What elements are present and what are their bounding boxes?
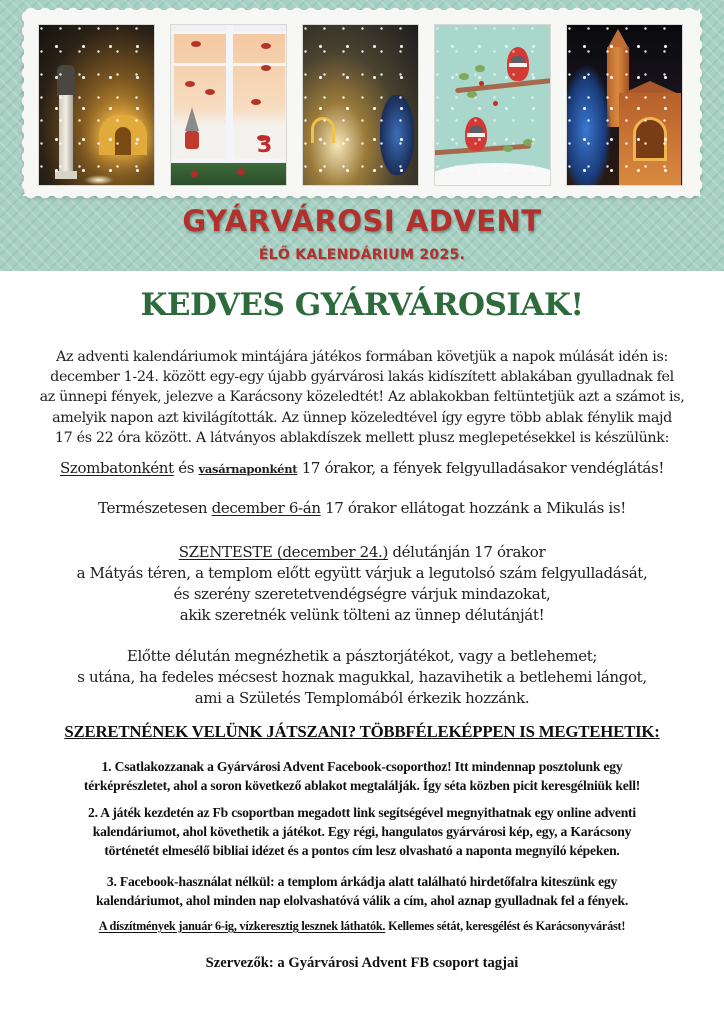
- mikulas-line: [0, 498, 724, 518]
- szenteste-line: [0, 542, 724, 563]
- szenteste-line: a Mátyás téren, a templom előtt együtt várjuk a legutolsó szám felgyulladását,: [76, 564, 648, 582]
- scalloped-photo-frame: [24, 10, 700, 196]
- intro-line: Az adventi kalendáriumok mintájára játékos formában követjük a napok múlását idén is:: [56, 349, 668, 365]
- option-line: térképrészletet, ahol a soron következő ablakot megtalálják. Így séta közben picit keresgélniük kell!: [83, 778, 641, 793]
- szenteste-line: és szerény szeretetvendégségre várjuk mindazokat,: [173, 585, 551, 603]
- mikulas-date: december 6-án: [211, 499, 321, 517]
- option-item-1: [0, 757, 724, 795]
- header-banner: [0, 0, 724, 271]
- advent-title: GYÁRVÁROSI ADVENT: [182, 204, 542, 238]
- and-text: és: [173, 459, 199, 477]
- organizers-signature: Szervezők: a Gyárvárosi Advent FB csoport tagjai: [205, 955, 519, 971]
- option-line: 1. Csatlakozzanak a Gyárvárosi Advent Facebook-csoporthoz! Itt mindennap posztolunk egy: [101, 759, 623, 774]
- sundays-text: vasárnaponként: [198, 462, 298, 476]
- nativity-line: ami a Születés Templomából érkezik hozzánk.: [194, 689, 530, 707]
- szenteste-paragraph: [0, 542, 724, 626]
- intro-line: 17 és 22 óra között. A látványos ablakdíszek mellett plusz meglepetésekkel is készülünk:: [54, 429, 670, 446]
- bullfinch-icon: [205, 89, 215, 95]
- bullfinch-icon: [251, 99, 261, 105]
- bullfinch-icon: [261, 65, 271, 71]
- bullfinch-icon: [261, 43, 271, 49]
- szenteste-line: akik szeretnék velünk tölteni az ünnep délutánját!: [179, 606, 545, 624]
- window-mullion: [226, 25, 233, 165]
- option-item-2: [0, 803, 724, 860]
- nativity-line: s utána, ha fedeles mécsest hoznak magukkal, hazavihetik a betlehemi lángot,: [77, 668, 647, 686]
- frame-scallop-bottom: [24, 192, 700, 202]
- intro-line: az ünnepi fények, jelezve a Karácsony közeledtét! Az ablakokban feltüntetjük azt a számot is,: [39, 389, 685, 406]
- weekend-hospitality-line: [0, 458, 724, 479]
- nativity-line: Előtte délután megnézhetik a pásztorjátékot, vagy a betlehemet;: [126, 647, 598, 665]
- szenteste-line1-rest: délutánján 17 órakor: [387, 543, 546, 561]
- page-heading: KEDVES GYÁRVÁROSIAK!: [140, 287, 584, 323]
- window-pane-left: [174, 31, 226, 159]
- pine-garland: [171, 163, 287, 185]
- church-night-photo: [566, 24, 683, 186]
- bullfinch-icon: [185, 81, 195, 87]
- option-line: kalendáriumot, ahol követhetik a játékot. Egy régi, hangulatos gyárvárosi kép, egy, a Karácsony: [92, 824, 632, 839]
- saturdays-text: Szombatonként: [59, 459, 174, 477]
- szenteste-date: SZENTESTE (december 24.): [178, 543, 388, 561]
- mikulas-post: 17 órakor ellátogat hozzánk a Mikulás is!: [320, 499, 626, 517]
- intro-line: amelyik napon azt kivilágították. Az ünnep közeledtével így egyre több ablak fénylik majd: [52, 409, 672, 426]
- option-line: 3. Facebook-használat nélkül: a templom árkádja alatt található hirdetőfalra kiteszünk egy: [106, 874, 618, 889]
- foggy-square-photo: [302, 24, 419, 186]
- snowflakes: [303, 25, 418, 185]
- frame-scallop-right: [696, 10, 706, 196]
- intro-line: december 1-24. között egy-egy újabb gyárvárosi lakás kidíszített ablakában gyulladnak fel: [50, 369, 674, 386]
- window-bar: [171, 31, 287, 34]
- option-item-3: [0, 872, 724, 910]
- gnome-body: [185, 131, 199, 149]
- closing-line: [0, 919, 724, 934]
- nativity-paragraph: [0, 646, 724, 709]
- decorated-window-photo: [170, 24, 287, 186]
- statue-night-photo: [38, 24, 155, 186]
- window-number: 3: [257, 133, 273, 158]
- window-bar: [171, 159, 287, 162]
- frame-scallop-left: [18, 10, 28, 196]
- cardinals-illustration: [434, 24, 551, 186]
- snowflakes: [435, 25, 550, 185]
- intro-paragraph: [0, 347, 724, 448]
- option-line: kalendáriumot, ahol minden nap elolvashatóvá válik a cím, ahol aznap gyulladnak fel a fények.: [95, 893, 629, 908]
- snowflakes: [39, 25, 154, 185]
- snowflakes: [567, 25, 682, 185]
- mikulas-pre: Természetesen: [98, 499, 212, 517]
- gnome-hat: [185, 107, 199, 131]
- advent-subtitle: ÉLŐ KALENDÁRIUM 2025.: [258, 247, 466, 263]
- frame-scallop-top: [24, 4, 700, 14]
- play-heading: SZERETNÉNEK VELÜNK JÁTSZANI? TÖBBFÉLEKÉPPEN IS MEGTEHETIK:: [64, 722, 660, 741]
- bullfinch-icon: [191, 41, 201, 47]
- option-line: történetét elmesélő bibliai idézet és a pontos cím lesz olvasható a naponta megnyíló képeken.: [104, 843, 620, 858]
- closing-wishes: Kellemes sétát, keresgélést és Karácsonyvárást!: [385, 919, 626, 933]
- decorations-visible-until: A díszítmények január 6-ig, vízkeresztig lesznek láthatók.: [98, 919, 386, 933]
- weekend-rest-text: 17 órakor, a fények felgyulladásakor vendéglátás!: [297, 459, 665, 477]
- option-line: 2. A játék kezdetén az Fb csoportban megadott link segítségével megnyithatnak egy online adventi: [88, 805, 636, 820]
